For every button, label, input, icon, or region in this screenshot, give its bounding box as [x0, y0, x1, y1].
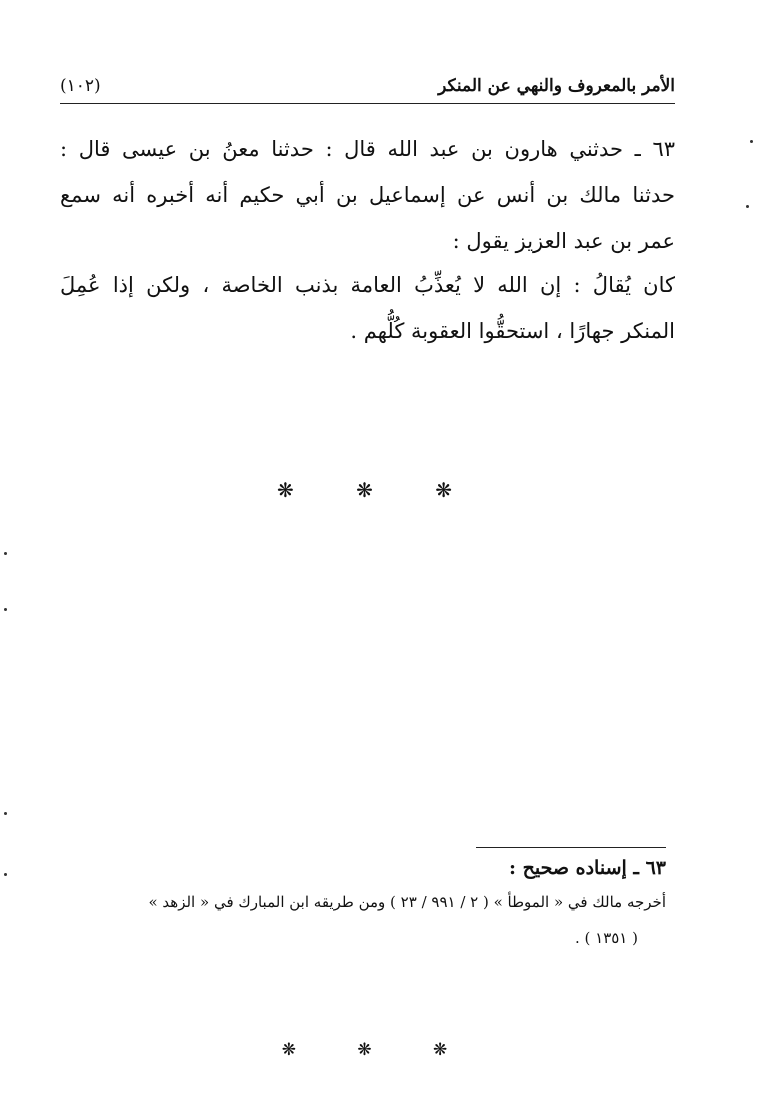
page-number: (١٠٢) — [60, 76, 101, 96]
end-separator: ❋ ❋ ❋ — [281, 1040, 476, 1060]
scan-edge-mark — [750, 140, 753, 143]
footnote-heading: ٦٣ ـ إسناده صحيح : — [509, 857, 666, 879]
running-header — [60, 72, 675, 100]
hadith-line-5: المنكر جهارًا ، استحقُّوا العقوبة كُلُّهم . — [350, 319, 675, 343]
hadith-line-1: ٦٣ ـ حدثني هارون بن عبد الله قال : حدثنا معنُ بن عيسى قال : — [60, 137, 675, 161]
header-divider — [60, 103, 675, 104]
footnote-line-2: ( ١٣٥١ ) . — [574, 929, 638, 947]
hadith-line-4: كان يُقالُ : إن الله لا يُعذِّبُ العامة بذنب الخاصة ، ولكن إذا عُمِلَ — [60, 273, 675, 297]
scan-edge-mark — [4, 608, 7, 611]
section-separator: ❋ ❋ ❋ — [277, 478, 480, 502]
hadith-quote — [60, 262, 675, 354]
hadith-line-2: حدثنا مالك بن أنس عن إسماعيل بن أبي حكيم أنه أخبره أنه سمع — [60, 183, 675, 207]
hadith-line-3: عمر بن عبد العزيز يقول : — [452, 229, 675, 253]
scan-edge-mark — [746, 205, 749, 208]
scan-edge-mark — [4, 812, 7, 815]
header-title: الأمر بالمعروف والنهي عن المنكر — [438, 76, 675, 96]
hadith-text — [60, 126, 675, 264]
scan-edge-mark — [4, 873, 7, 876]
scan-edge-mark — [4, 552, 7, 555]
footnote-line-1: أخرجه مالك في « الموطأ » ( ٢ / ٩٩١ / ٢٣ ) ومن طريقه ابن المبارك في « الزهد » — [148, 893, 666, 911]
footnote-divider — [476, 847, 666, 848]
